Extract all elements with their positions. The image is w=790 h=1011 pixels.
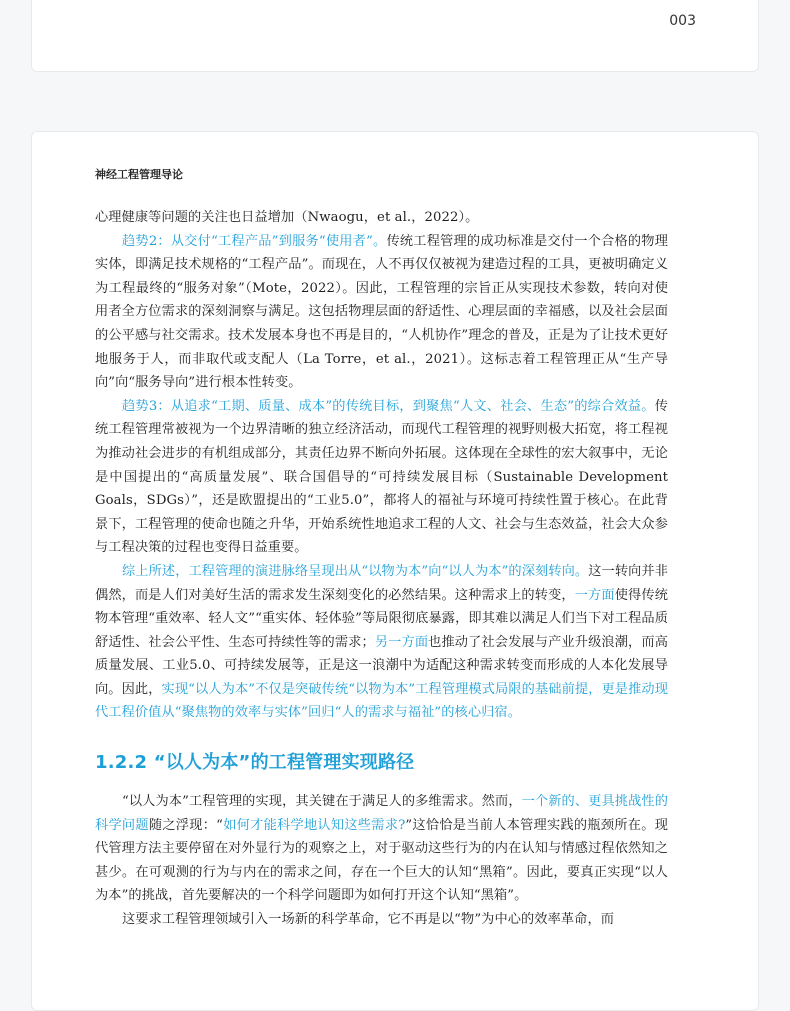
summary-highlight: 综上所述，工程管理的演进脉络呈现出从“以物为本”向“以人为本”的深刻转向。 [122,563,589,579]
summary-text: 使得传统物本管理“重效率、轻人文”“重实体、轻体验”等局限彻底暴露，即其难以满足人们当下对工程品质舒适性、社会公平性、生态可持续性等的需求； [95,587,668,650]
paragraph-revolution [95,908,668,932]
paragraph-trend-2 [95,230,668,395]
on-other-hand-highlight: 另一方面 [374,634,429,650]
paragraph-text: 心理健康等问题的关注也日益增加（Nwaogu，et al.，2022）。 [95,210,479,225]
summary-text: 也推动了社会发展与产业升级浪潮，而高质量发展、工业5.0、可持续发展等，正是这一浪潮中为适配这种需求转变而形成的人本化发展导向。因此， [95,634,668,697]
previous-page-card [31,0,759,72]
trend-2-body: 传统工程管理的成功标准是交付一个合格的物理实体，即满足技术规格的“工程产品”。而现在，人不再仅仅被视为建造过程的工具，更被明确定义为工程最终的“服务对象”（Mote，2022）。因此，工程管理的宗旨正从实现技术参数，转向对使用者全方位需求的深刻洞察与满足。这包括物理层面的舒适性、心理层面的幸福感，以及社会层面的公平感与社交需求。技术发展本身也不再是目的，“人机协作”理念的普及，正是为了让技术更好地服务于人，而非取代或支配人（La Torre，et al.，2021）。这标志着工程管理正从“生产导向”向“服务导向”进行根本性转变。 [95,233,668,391]
paragraph-text: 随之浮现：“ [148,817,224,833]
page-number: 003 [669,13,696,29]
conclusion-highlight: 实现“以人为本”不仅是突破传统“以物为本”工程管理模式局限的基础前提，更是推动现代工程价值从“聚焦物的效率与实体”回归“人的需求与福祉”的核心归宿。 [95,681,669,721]
section-heading: 1.2.2 “以人为本”的工程管理实现路径 [95,752,415,774]
document-page [31,131,759,1011]
trend-3-body: 传统工程管理常被视为一个边界清晰的独立经济活动，而现代工程管理的视野则极大拓宽，将工程视为推动社会进步的有机组成部分，其责任边界不断向外拓展。这体现在全球性的宏大叙事中，无论是中国提出的“高质量发展”、联合国倡导的“可持续发展目标（Sustainable Development Goals，SDGs）”，还是欧盟提出的“工业5.0”，都将人的福祉与环境可持续性置于核心。在此背景下，工程管理的使命也随之升华，开始系统性地追求工程的人文、社会与生态效益，社会大众参与工程决策的过程也变得日益重要。 [95,398,668,556]
trend-3-title: 趋势3：从追求“工期、质量、成本”的传统目标，到聚焦“人文、社会、生态”的综合效益。 [122,398,655,414]
science-question-highlight: 一个新的、更具挑战性的科学问题 [95,794,668,833]
summary-text: 这一转向并非偶然，而是人们对美好生活的需求发生深刻变化的必然结果。这种需求上的转变， [95,563,668,603]
paragraph-text: 这要求工程管理领域引入一场新的科学革命，它不再是以“物”为中心的效率革命，而 [122,912,615,928]
paragraph-trend-3 [95,395,668,560]
on-one-hand-highlight: 一方面 [574,587,615,603]
running-head: 神经工程管理导论 [95,168,183,181]
paragraph-summary [95,560,668,725]
paragraph-continued [95,206,668,230]
paragraph-text: ”这恰恰是当前人本管理实践的瓶颈所在。现代管理方法主要停留在对外显行为的观察之上，对于驱动这些行为的内在认知与情感过程依然知之甚少。在可观测的行为与内在的需求之间，存在一个巨大的认知“黑箱”。因此，要真正实现“以人为本”的挑战，首先要解决的一个科学问题即为如何打开这个认知“黑箱”。 [95,817,668,904]
trend-2-title: 趋势2：从交付“工程产品”到服务“使用者”。 [122,233,387,249]
page-body [95,206,668,932]
paragraph-text: “以人为本”工程管理的实现，其关键在于满足人的多维需求。然而， [122,794,522,810]
key-question-highlight: 如何才能科学地认知这些需求? [223,817,406,833]
paragraph-path-intro [95,790,668,908]
